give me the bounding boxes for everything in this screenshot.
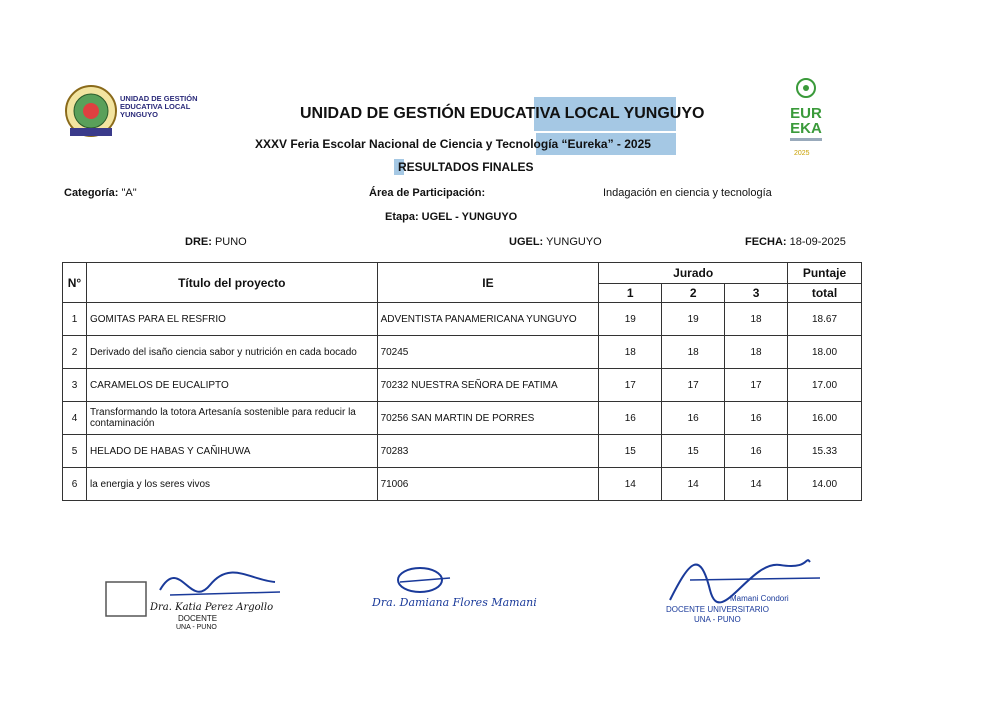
row-ie: 70232 NUESTRA SEÑORA DE FATIMA <box>377 369 599 402</box>
row-total: 16.00 <box>788 402 862 435</box>
table-row <box>63 369 862 402</box>
row-title: HELADO DE HABAS Y CAÑIHUWA <box>86 435 377 468</box>
row-title: CARAMELOS DE EUCALIPTO <box>86 369 377 402</box>
row-j2: 16 <box>662 402 725 435</box>
row-j2: 14 <box>662 468 725 501</box>
fecha: FECHA: 18-09-2025 <box>745 236 846 248</box>
row-ie: 70283 <box>377 435 599 468</box>
row-num: 3 <box>63 369 87 402</box>
eureka-logo <box>786 78 826 164</box>
row-ie: ADVENTISTA PANAMERICANA YUNGUYO <box>377 303 599 336</box>
row-total: 17.00 <box>788 369 862 402</box>
col-total: total <box>788 284 862 303</box>
row-j3: 17 <box>725 369 788 402</box>
row-total: 18.00 <box>788 336 862 369</box>
row-num: 4 <box>63 402 87 435</box>
col-jurado: Jurado <box>599 263 788 284</box>
signature-right-org: UNA - PUNO <box>694 615 741 624</box>
row-j1: 19 <box>599 303 662 336</box>
row-j1: 15 <box>599 435 662 468</box>
row-ie: 70245 <box>377 336 599 369</box>
categoria: Categoría: "A" <box>64 187 137 199</box>
dre: DRE: PUNO <box>185 236 247 248</box>
col-ie: IE <box>377 263 599 303</box>
col-title: Título del proyecto <box>86 263 377 303</box>
ugel-logo <box>62 84 120 140</box>
row-title: GOMITAS PARA EL RESFRIO <box>86 303 377 336</box>
signature-left-org: UNA - PUNO <box>176 624 217 631</box>
svg-text:EKA: EKA <box>790 120 822 137</box>
row-j3: 18 <box>725 336 788 369</box>
signature-left <box>100 560 300 640</box>
row-ie: 70256 SAN MARTIN DE PORRES <box>377 402 599 435</box>
row-j1: 14 <box>599 468 662 501</box>
page-subtitle: XXXV Feria Escolar Nacional de Ciencia y Tecnología “Eureka” - 2025 <box>255 137 651 151</box>
row-ie: 71006 <box>377 468 599 501</box>
row-total: 18.67 <box>788 303 862 336</box>
signature-middle-name: Dra. Damiana Flores Mamani <box>372 596 537 609</box>
col-puntaje: Puntaje <box>788 263 862 284</box>
signature-left-title: DOCENTE <box>178 614 218 623</box>
row-j2: 18 <box>662 336 725 369</box>
ugel: UGEL: YUNGUYO <box>509 236 602 248</box>
row-total: 14.00 <box>788 468 862 501</box>
col-j1: 1 <box>599 284 662 303</box>
row-total: 15.33 <box>788 435 862 468</box>
table-row <box>63 303 862 336</box>
row-title: Derivado del isaño ciencia sabor y nutrición en cada bocado <box>86 336 377 369</box>
row-title: la energia y los seres vivos <box>86 468 377 501</box>
signature-right-title: DOCENTE UNIVERSITARIO <box>666 605 769 614</box>
table-row <box>63 468 862 501</box>
org-logo-text: UNIDAD DE GESTIÓN EDUCATIVA LOCAL YUNGUYO <box>120 94 198 119</box>
signature-right-name: Mamani Condori <box>730 594 789 603</box>
row-j1: 17 <box>599 369 662 402</box>
row-j3: 18 <box>725 303 788 336</box>
signature-left-name: Dra. Katia Perez Argollo <box>150 602 274 613</box>
col-num: N° <box>63 263 87 303</box>
row-title: Transformando la totora Artesanía sostenible para reducir la contaminación <box>86 402 377 435</box>
area-value: Indagación en ciencia y tecnología <box>603 187 772 199</box>
table-row <box>63 435 862 468</box>
row-j1: 16 <box>599 402 662 435</box>
row-j3: 16 <box>725 435 788 468</box>
row-j2: 17 <box>662 369 725 402</box>
row-j3: 16 <box>725 402 788 435</box>
results-table <box>62 262 862 501</box>
page-title: UNIDAD DE GESTIÓN EDUCATIVA LOCAL YUNGUYO <box>300 105 705 122</box>
row-num: 5 <box>63 435 87 468</box>
eureka-year: 2025 <box>794 150 810 157</box>
results-heading: RESULTADOS FINALES <box>398 160 534 174</box>
row-num: 1 <box>63 303 87 336</box>
row-num: 2 <box>63 336 87 369</box>
col-j2: 2 <box>662 284 725 303</box>
row-j2: 15 <box>662 435 725 468</box>
signature-middle <box>370 560 600 620</box>
row-j1: 18 <box>599 336 662 369</box>
signature-right <box>630 550 840 640</box>
area-label: Área de Participación: <box>369 187 486 199</box>
table-row <box>63 402 862 435</box>
row-j3: 14 <box>725 468 788 501</box>
svg-text:EUR: EUR <box>790 105 822 122</box>
col-j3: 3 <box>725 284 788 303</box>
row-num: 6 <box>63 468 87 501</box>
etapa: Etapa: UGEL - YUNGUYO <box>385 211 518 223</box>
table-row <box>63 336 862 369</box>
row-j2: 19 <box>662 303 725 336</box>
